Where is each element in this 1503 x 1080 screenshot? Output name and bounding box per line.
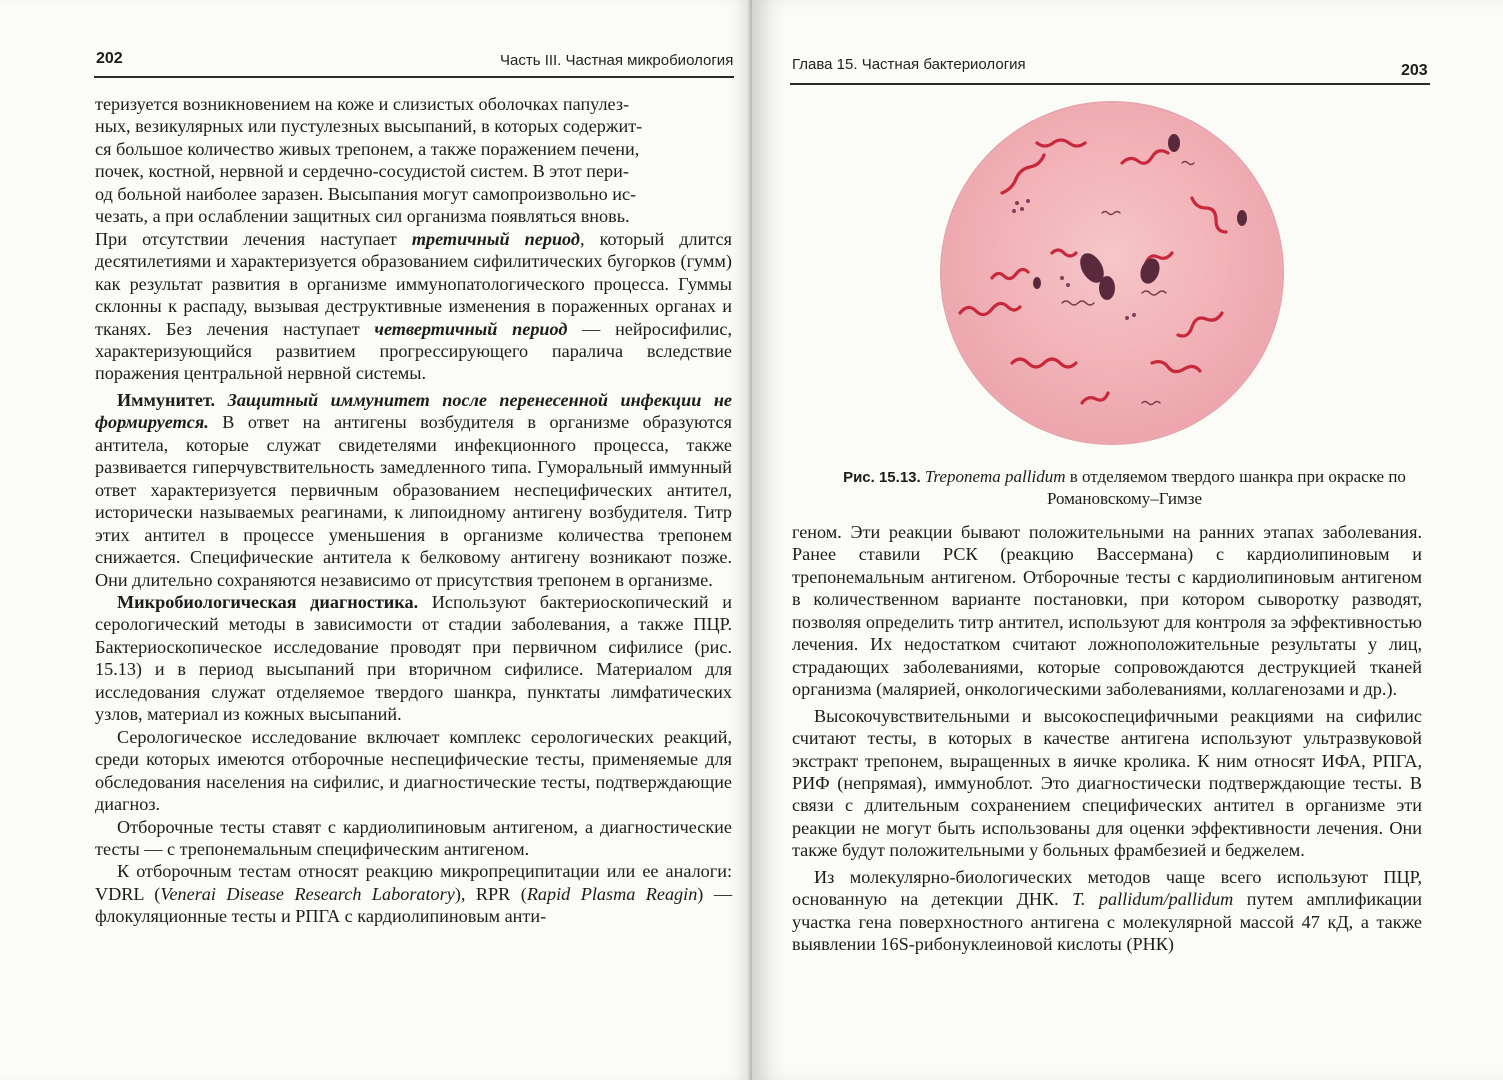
cell bbox=[1168, 134, 1180, 152]
left-running-head: Часть III. Частная микробиология bbox=[500, 52, 734, 69]
thin-spirochete bbox=[1142, 291, 1166, 295]
cell bbox=[1137, 256, 1163, 287]
paragraph-tertiary-period: При отсутствии лечения наступает третичный период, который длится десятилетиями и характеризуется образованием сифилитических бугорков (гумм) как результат развития в организме иммунопатологического процесса. Гуммы склонны к распаду, вызывая деструктивные изменения в пораженных органах и тканях. Без лечения наступает четвертичный период — нейросифилис, характеризующийся развитием прогрессирующего паралича вследствие поражения центральной нервной системы. bbox=[95, 228, 732, 384]
cell bbox=[1237, 210, 1247, 226]
paragraph-diagnostics: Микробиологическая диагностика. Используют бактериоскопический и серологический методы в зависимости от стадии заболевания, а также ПЦР. Бактериоскопическое исследование проводят при первичном сифилисе (рис. 15.13) и в период высыпаний при вторичном сифилисе. Материалом для исследования служат отделяемое твердого шанкра, пунктаты лимфатических узлов, материал из кожных высыпаний. bbox=[95, 591, 732, 725]
granule bbox=[1060, 276, 1064, 280]
granule bbox=[1026, 199, 1030, 203]
paragraph-pcr: Из молекулярно-биологических методов чаще всего используют ПЦР, основанную на детекции ДНК. T. pallidum/pallidum путем амплификации участка гена поверхностного антигена с молекулярной массой 47 кД, а также выявлении 16S-рибонуклеиновой кислоты (РНК) bbox=[792, 866, 1422, 955]
spirochete bbox=[1082, 393, 1108, 403]
right-header-rule bbox=[790, 83, 1430, 85]
paragraph-1: теризуется возникновением на коже и слизистых оболочках папулез- ных, везикулярных или пустулезных высыпаний, в которых содержит- ся большое количество живых трепонем, а также поражением печени, почек, костной, нервной и сердечно-сосудистой систем. В этот пери- од больной наиболее заразен. Высыпания могут самопроизвольно ис- чезать, а при ослаблении защитных сил организма появляться вновь. bbox=[95, 94, 643, 227]
paragraph-screening: Отборочные тесты ставят с кардиолипиновым антигеном, а диагностические тесты — с трепонемальным специфическим антигеном. bbox=[95, 816, 732, 859]
thin-spirochetes bbox=[1062, 162, 1194, 405]
thin-spirochete bbox=[1062, 301, 1094, 305]
cell bbox=[1099, 276, 1115, 300]
granules bbox=[1012, 199, 1136, 320]
left-body-text bbox=[95, 93, 732, 928]
paragraph-serology: Серологическое исследование включает комплекс серологических реакций, среди которых имеются отборочные неспецифические тесты, применяемые для обследования населения на сифилис, и диагностические тесты, подтверждающие диагноз. bbox=[95, 726, 732, 815]
granule bbox=[1132, 313, 1136, 317]
spirochete bbox=[1122, 151, 1168, 164]
left-page-number: 202 bbox=[96, 50, 123, 67]
right-page-number: 203 bbox=[1401, 62, 1428, 79]
cell bbox=[1033, 277, 1041, 289]
left-header-rule bbox=[94, 76, 734, 78]
figure-species: Treponema pallidum bbox=[924, 467, 1066, 486]
granule bbox=[1020, 207, 1024, 211]
spirochete bbox=[960, 303, 1020, 314]
figure-caption: Рис. 15.13. Treponema pallidum в отделяемом твердого шанкра при окраске по Романовскому–Гимзе bbox=[843, 467, 1406, 508]
spirochete bbox=[1052, 250, 1076, 256]
treponema-micrograph bbox=[942, 103, 1282, 443]
granule bbox=[1125, 316, 1129, 320]
figure-label: Рис. 15.13. bbox=[843, 469, 921, 486]
thin-spirochete bbox=[1142, 402, 1160, 405]
spirochete bbox=[1178, 313, 1222, 336]
granule bbox=[1015, 201, 1019, 205]
spirochete bbox=[1152, 362, 1200, 372]
paragraph-screening-tests: К отборочным тестам относят реакцию микропреципитации или ее аналоги: VDRL (Venerai Disease Research Laboratory), RPR (Rapid Plasma Reagin) — флокуляционные тесты и РПГА с кардиолипиновым анти- bbox=[95, 861, 733, 927]
immunity-heading: Иммунитет. bbox=[117, 389, 216, 410]
spirochete bbox=[1012, 359, 1076, 367]
spirochete bbox=[1192, 198, 1226, 232]
diagnostics-heading: Микробиологическая диагностика. bbox=[117, 591, 419, 612]
spirochete bbox=[1002, 155, 1044, 193]
granule bbox=[1012, 209, 1016, 213]
spirochete bbox=[992, 269, 1028, 278]
right-body-text bbox=[792, 521, 1422, 956]
spirochete bbox=[1037, 140, 1085, 146]
thin-spirochete bbox=[1102, 212, 1120, 215]
paragraph-confirmatory: Высокочувствительными и высокоспецифичными реакциями на сифилис считают тесты, в которых в качестве антигена используют ультразвуковой экстракт трепонем, выращенных в яичке кролика. К ним относят ИФА, РПГА, РИФ (непрямая), иммуноблот. Это диагностически подтверждающие тесты. В связи с длительным сохранением специфических антител в организме эти реакции не могут быть использованы для оценки эффективности лечения. Они также будут положительными у больных фрамбезией и беджелем. bbox=[792, 705, 1422, 861]
granule bbox=[1066, 283, 1070, 287]
right-page bbox=[752, 0, 1503, 1080]
paragraph-immunity: Иммунитет. Защитный иммунитет после перенесенной инфекции не формируется. В ответ на антигены возбудителя в организме образуются антитела, которые служат свидетелями инфекционного процесса, также развивается гиперчувствительность замедленного типа. Гуморальный иммунный ответ характеризуется первичным образованием неспецифических антител, исторически называемых реагинами, к липоидному антигену возбудителя. Титр этих антител в процессе уменьшения в организме количества трепонем снижается. Специфические антитела к белковому антигену возникают позже. Они длительно сохраняются независимо от присутствия трепонем в организме. bbox=[95, 389, 732, 590]
right-running-head: Глава 15. Частная бактериология bbox=[792, 56, 1026, 73]
paragraph-rsk: геном. Эти реакции бывают положительными на ранних этапах заболевания. Ранее ставили РСК (реакцию Вассермана) с кардиолипиновым и трепонемальным антигеном. Отборочные тесты с кардиолипиновым антигеном в количественном варианте постановки, при котором сыворотку разводят, позволяя определить титр антител, используют для контроля за эффективностью лечения. Их недостатком считают ложноположительные результаты у лиц, страдающих заболеваниями, которые сопровождаются деструкцией тканей организма (малярией, онкологическими заболеваниями, коллагенозами и др.). bbox=[792, 522, 1422, 700]
thin-spirochete bbox=[1182, 162, 1194, 165]
micrograph-drawing bbox=[942, 103, 1282, 443]
